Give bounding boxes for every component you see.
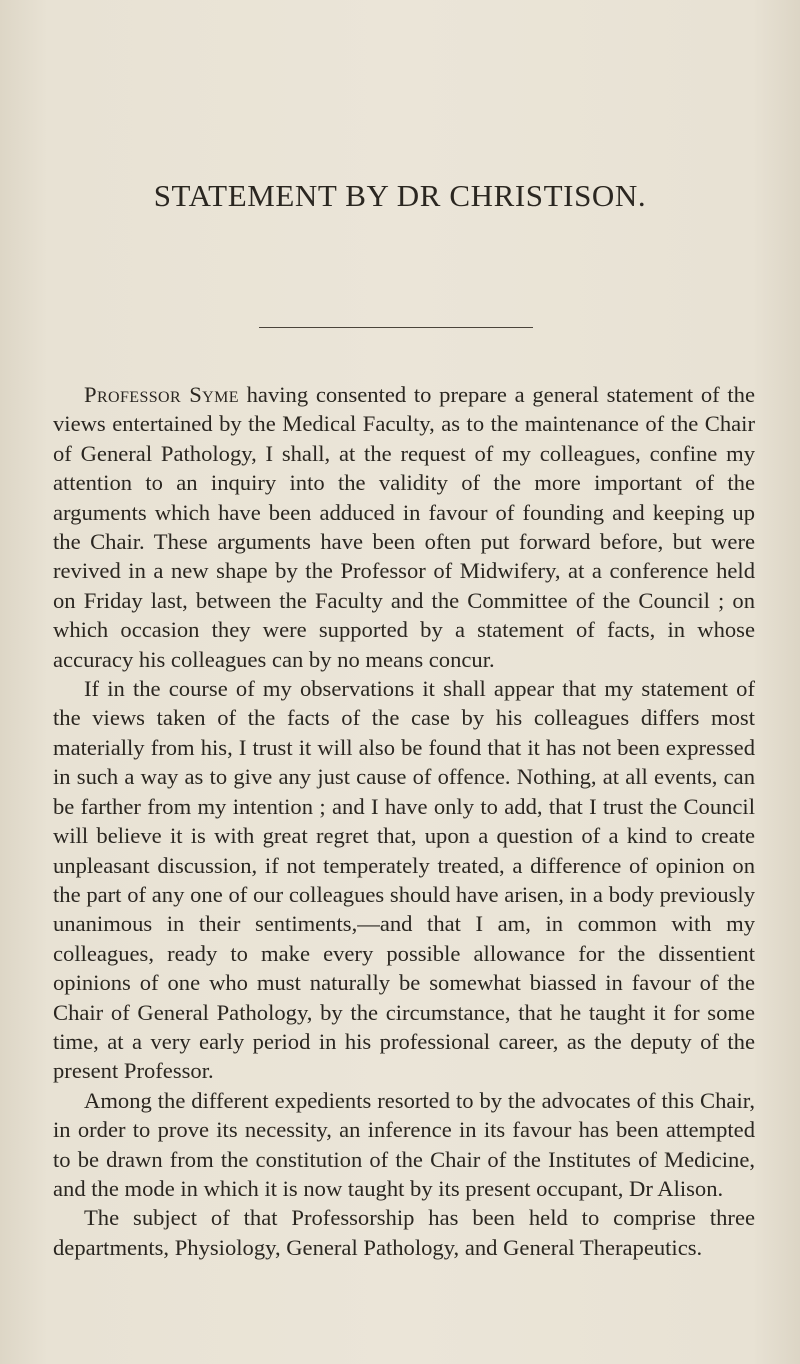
paragraph-4: The subject of that Professorship has been held to comprise three departments, Physiology, General Pathology, and General Therapeutics. bbox=[53, 1205, 755, 1260]
title-rule bbox=[259, 327, 533, 328]
paragraph-3: Among the different expedients resorted to by the advocates of this Chair, in order to prove its necessity, an inference in its favour has been attempted to be drawn from the constitution of the Chair of the Institutes of Medicine, and the mode in which it is now taught by its present occupant, Dr Alison. bbox=[53, 1087, 755, 1201]
paragraph-1 bbox=[53, 380, 755, 674]
paragraph-1-text: having consented to prepare a general statement of the views entertained by the Medical Faculty, as to the maintenance of the Chair of General Pathology, I shall, at the request of my colleagues, confine my attention to an inquiry into the validity of the more important of the arguments which have been adduced in favour of founding and keeping up the Chair. These arguments have been often put forward before, but were revived in a new shape by the Professor of Midwifery, at a conference held on Friday last, between the Faculty and the Committee of the Council ; on which occasion they were supported by a statement of facts, in whose accuracy his colleagues can by no means concur. bbox=[53, 382, 755, 672]
document-title: STATEMENT BY DR CHRISTISON. bbox=[153, 178, 647, 213]
paragraph-2: If in the course of my observations it shall appear that my statement of the views taken of the facts of the case by his colleagues differs most materially from his, I trust it will also be found that it has not been expressed in such a way as to give any just cause of offence. Nothing, at all events, can be farther from my intention ; and I have only to add, that I trust the Council will believe it is with great regret that, upon a question of a kind to create unpleasant discussion, if not temperately treated, a difference of opinion on the part of any one of our colleagues should have arisen, in a body previously unanimous in their sentiments,—and that I am, in common with my colleagues, ready to make every possible allowance for the dissentient opinions of one who must naturally be somewhat biassed in favour of the Chair of General Pathology, by the circumstance, that he taught it for some time, at a very early period in his professional career, as the deputy of the present Professor. bbox=[53, 676, 755, 1084]
opening-name: Professor Syme bbox=[84, 382, 239, 407]
document-body bbox=[53, 380, 755, 1262]
